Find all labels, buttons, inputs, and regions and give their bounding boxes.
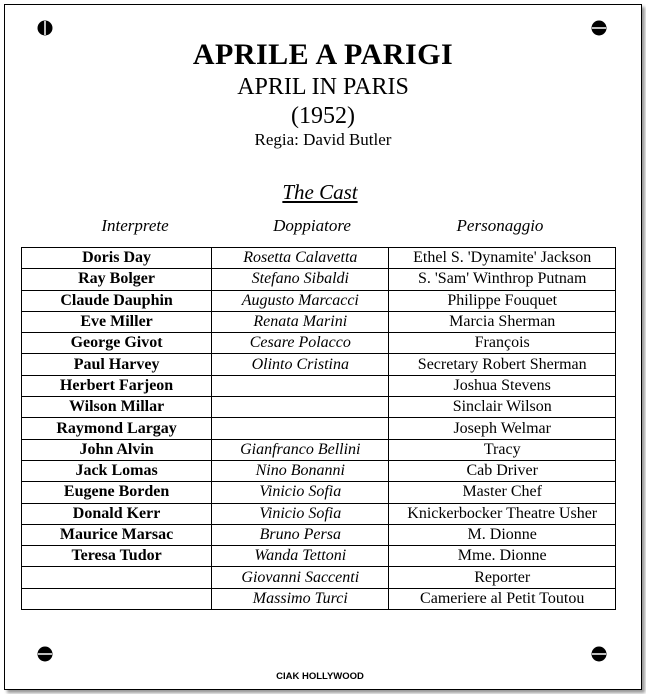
actor-cell: Raymond Largay: [22, 418, 212, 439]
character-cell: Cab Driver: [389, 460, 616, 481]
character-cell: François: [389, 333, 616, 354]
dubber-cell: Gianfranco Bellini: [212, 439, 389, 460]
column-header-character: Personaggio: [456, 216, 544, 235]
character-cell: Tracy: [389, 439, 616, 460]
actor-cell: Claude Dauphin: [22, 290, 212, 311]
table-row: [22, 375, 616, 396]
table-row: [22, 439, 616, 460]
table-row: [22, 311, 616, 332]
character-cell: Joshua Stevens: [389, 375, 616, 396]
dubber-cell: [212, 375, 389, 396]
table-row: [22, 290, 616, 311]
dubber-cell: Giovanni Saccenti: [212, 567, 389, 588]
character-cell: Reporter: [389, 567, 616, 588]
table-row: [22, 567, 616, 588]
release-year: (1952): [291, 103, 355, 129]
character-cell: Philippe Fouquet: [389, 290, 616, 311]
character-cell: Ethel S. 'Dynamite' Jackson: [389, 248, 616, 269]
dubber-cell: Massimo Turci: [212, 588, 389, 609]
dubber-cell: Vinicio Sofia: [212, 482, 389, 503]
actor-cell: Ray Bolger: [22, 269, 212, 290]
table-row: [22, 354, 616, 375]
logo-text: CIAK HOLLYWOOD: [276, 671, 364, 682]
dubber-cell: Cesare Polacco: [212, 333, 389, 354]
character-cell: S. 'Sam' Winthrop Putnam: [389, 269, 616, 290]
table-row: [22, 503, 616, 524]
dubber-cell: Augusto Marcacci: [212, 290, 389, 311]
actor-cell: Paul Harvey: [22, 354, 212, 375]
character-cell: Marcia Sherman: [389, 311, 616, 332]
actor-cell: Maurice Marsac: [22, 524, 212, 545]
actor-cell: Doris Day: [22, 248, 212, 269]
dubber-cell: Nino Bonanni: [212, 460, 389, 481]
table-row: [22, 588, 616, 609]
column-header-actor: Interprete: [101, 216, 169, 235]
screw-icon: [37, 646, 53, 662]
screw-icon: [37, 20, 53, 36]
character-cell: Knickerbocker Theatre Usher: [389, 503, 616, 524]
table-row: [22, 269, 616, 290]
character-cell: Sinclair Wilson: [389, 397, 616, 418]
actor-cell: Herbert Farjeon: [22, 375, 212, 396]
character-cell: Master Chef: [389, 482, 616, 503]
dubber-cell: Wanda Tettoni: [212, 546, 389, 567]
table-row: [22, 248, 616, 269]
dubber-cell: Olinto Cristina: [212, 354, 389, 375]
dubber-cell: [212, 397, 389, 418]
dubber-cell: [212, 418, 389, 439]
dubber-cell: Renata Marini: [212, 311, 389, 332]
dubber-cell: Rosetta Calavetta: [212, 248, 389, 269]
dubber-cell: Vinicio Sofia: [212, 503, 389, 524]
table-row: [22, 333, 616, 354]
actor-cell: Jack Lomas: [22, 460, 212, 481]
actor-cell: George Givot: [22, 333, 212, 354]
actor-cell: Teresa Tudor: [22, 546, 212, 567]
director-line: Regia: David Butler: [254, 130, 392, 149]
screw-icon: [591, 646, 607, 662]
actor-cell: Wilson Millar: [22, 397, 212, 418]
table-row: [22, 524, 616, 545]
character-cell: Joseph Welmar: [389, 418, 616, 439]
actor-cell: Donald Kerr: [22, 503, 212, 524]
cast-table: [21, 247, 616, 610]
table-row: [22, 482, 616, 503]
title-english: APRIL IN PARIS: [237, 74, 409, 100]
dubber-cell: Bruno Persa: [212, 524, 389, 545]
table-row: [22, 397, 616, 418]
actor-cell: John Alvin: [22, 439, 212, 460]
character-cell: Mme. Dionne: [389, 546, 616, 567]
table-row: [22, 460, 616, 481]
column-header-dubber: Doppiatore: [273, 216, 351, 235]
actor-cell: Eve Miller: [22, 311, 212, 332]
cast-heading: The Cast: [282, 180, 358, 204]
ciak-hollywood-logo: [276, 667, 364, 683]
actor-cell: [22, 567, 212, 588]
dubber-cell: Stefano Sibaldi: [212, 269, 389, 290]
character-cell: M. Dionne: [389, 524, 616, 545]
table-row: [22, 418, 616, 439]
actor-cell: [22, 588, 212, 609]
screw-icon: [591, 20, 607, 36]
title-italian: APRILE A PARIGI: [192, 38, 454, 71]
character-cell: Cameriere al Petit Toutou: [389, 588, 616, 609]
actor-cell: Eugene Borden: [22, 482, 212, 503]
table-row: [22, 546, 616, 567]
character-cell: Secretary Robert Sherman: [389, 354, 616, 375]
